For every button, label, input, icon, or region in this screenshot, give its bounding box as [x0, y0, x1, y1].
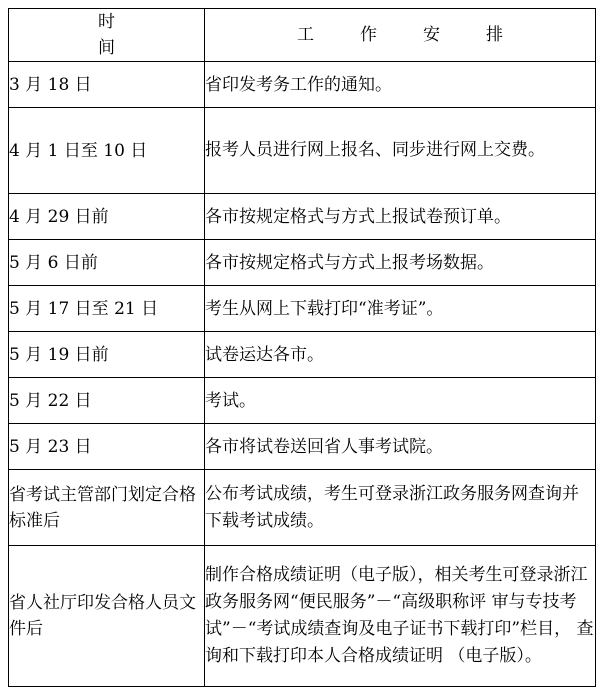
- time-cell: 4 月 29 日前: [9, 194, 205, 240]
- exam-schedule-table: [8, 8, 596, 687]
- table-row: [9, 424, 596, 470]
- task-text: 报考人员进行网上报名、同步进行网上交费。: [205, 140, 545, 160]
- header-time-char: 间: [98, 38, 115, 58]
- header-time-char: 时: [98, 12, 115, 32]
- task-cell: 试卷运达各市。: [205, 332, 596, 378]
- time-cell: 5 月 19 日前: [9, 332, 205, 378]
- task-cell: 省印发考务工作的通知。: [205, 62, 596, 108]
- table-row: [9, 194, 596, 240]
- table-row: [9, 470, 596, 546]
- time-text: 省考试主管部门划定合格标准后: [9, 484, 196, 531]
- task-cell: 考生从网上下载打印“准考证”。: [205, 286, 596, 332]
- time-cell: 4 月 1 日至 10 日: [9, 108, 205, 194]
- table-row: [9, 108, 596, 194]
- task-cell: 各市将试卷送回省人事考试院。: [205, 424, 596, 470]
- time-cell: 5 月 22 日: [9, 378, 205, 424]
- table-row: [9, 378, 596, 424]
- header-work-char: 工: [297, 25, 314, 45]
- time-cell: [9, 546, 205, 687]
- header-time: [9, 9, 205, 62]
- time-cell: 5 月 6 日前: [9, 240, 205, 286]
- task-cell: 各市按规定格式与方式上报试卷预订单。: [205, 194, 596, 240]
- time-cell: 5 月 23 日: [9, 424, 205, 470]
- table-row: [9, 546, 596, 687]
- header-work-char: 安: [423, 25, 440, 45]
- table-row: [9, 332, 596, 378]
- time-cell: [9, 470, 205, 546]
- task-cell: [205, 108, 596, 194]
- table-row: [9, 240, 596, 286]
- task-cell: 考试。: [205, 378, 596, 424]
- header-row: [9, 9, 596, 62]
- header-work: [205, 9, 596, 62]
- task-cell: [205, 470, 596, 546]
- table-row: [9, 62, 596, 108]
- task-text: 公布考试成绩，考生可登录浙江政务服务网查询并下载考试成绩。: [205, 483, 579, 531]
- task-cell: [205, 546, 596, 687]
- header-work-char: 排: [486, 25, 503, 45]
- time-text: 省人社厅印发合格人员文件后: [9, 593, 196, 639]
- task-cell: 各市按规定格式与方式上报考场数据。: [205, 240, 596, 286]
- time-cell: 3 月 18 日: [9, 62, 205, 108]
- table-row: [9, 286, 596, 332]
- task-text: 制作合格成绩证明（电子版），相关考生可登录浙江政务服务网“便民服务”－“高级职称评 审与专技考试”－“考试成绩查询及电子证书下载打印”栏目， 查询和下载打印本人合格成绩证明 （电子版）。: [205, 565, 594, 666]
- time-cell: 5 月 17 日至 21 日: [9, 286, 205, 332]
- header-work-char: 作: [360, 25, 377, 45]
